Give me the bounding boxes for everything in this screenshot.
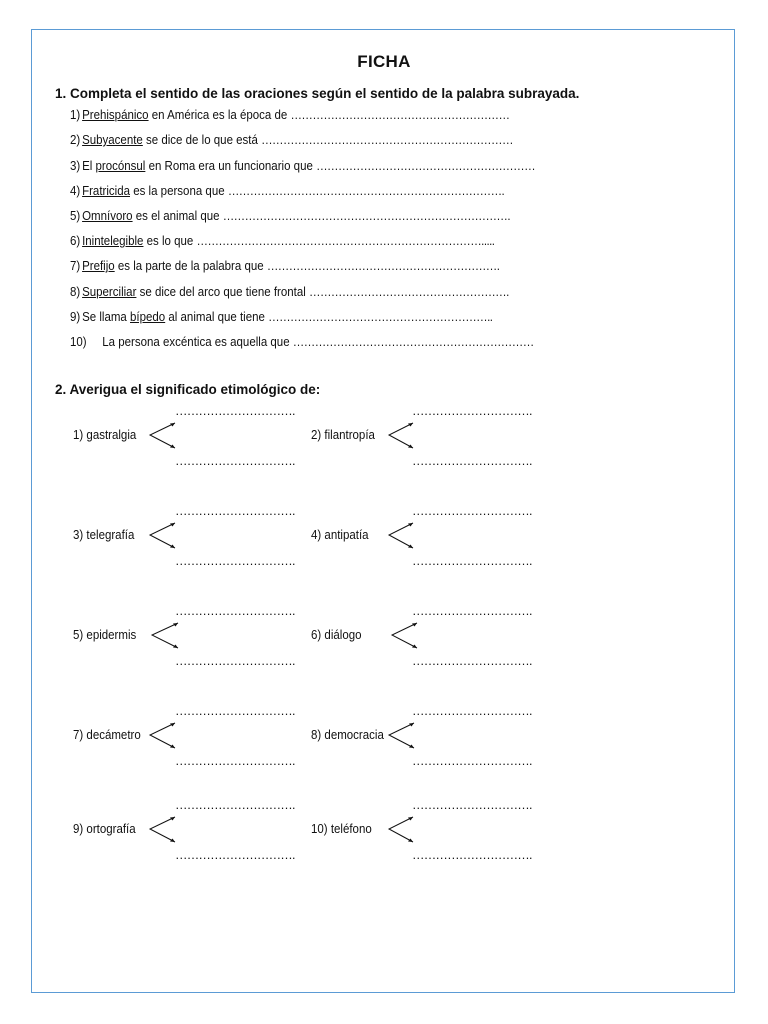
etymology-blank-bottom[interactable]: …………………………. (412, 454, 532, 468)
etymology-blank-top[interactable]: …………………………. (175, 604, 295, 618)
page-title: FICHA (357, 52, 411, 71)
underlined-word: Omnívoro (82, 209, 133, 223)
sentence-text: se dice de lo que está (142, 133, 262, 147)
underlined-word: bípedo (130, 310, 166, 324)
etymology-word: 8) democracia (311, 728, 384, 742)
etymology-blank-top[interactable]: …………………………. (412, 604, 532, 618)
etymology-word: 6) diálogo (311, 628, 362, 642)
sentence-text: es la parte de la palabra que (114, 259, 267, 273)
item-number: 5) (70, 209, 81, 223)
etymology-blank-bottom[interactable]: …………………………. (412, 554, 532, 568)
sentence-text: al animal que tiene (165, 310, 269, 324)
underlined-word: Superciliar (82, 285, 137, 299)
sentence-item (70, 310, 492, 324)
etymology-blank-top[interactable]: …………………………. (412, 504, 532, 518)
sentence-item (70, 285, 509, 299)
etymology-word: 2) filantropía (311, 428, 375, 442)
sentence-item (70, 209, 510, 223)
etymology-blank-top[interactable]: …………………………. (175, 704, 295, 718)
etymology-blank-bottom[interactable]: …………………………. (412, 754, 532, 768)
sentence-item (70, 234, 494, 248)
answer-blank[interactable]: …………………………………………………………………. (227, 184, 505, 198)
section1-heading: 1. Completa el sentido de las oraciones según el sentido de la palabra subrayada. (55, 86, 580, 101)
sentence-item (70, 159, 535, 173)
etymology-word: 9) ortografía (73, 822, 136, 836)
underlined-word: Prefijo (82, 259, 115, 273)
sentence-item (70, 335, 534, 349)
etymology-blank-bottom[interactable]: …………………………. (412, 654, 532, 668)
etymology-word: 5) epidermis (73, 628, 137, 642)
item-number: 3) (70, 159, 81, 173)
answer-blank[interactable]: ………………………………………………. (309, 285, 509, 299)
answer-blank[interactable]: …………………………………………………… (316, 159, 536, 173)
answer-blank[interactable]: …………………………………………………….. (268, 310, 493, 324)
sentence-text: es el animal que (132, 209, 223, 223)
sentence-item (70, 259, 499, 273)
etymology-word: 4) antipatía (311, 528, 369, 542)
etymology-blank-bottom[interactable]: …………………………. (175, 754, 295, 768)
sentence-prefix: El (82, 159, 96, 173)
sentence-item (70, 133, 513, 147)
answer-blank[interactable]: …………………………………………………… (290, 108, 510, 122)
section2-heading: 2. Averigua el significado etimológico de: (55, 382, 321, 397)
sentence-text: en América es la época de (148, 108, 291, 122)
answer-blank[interactable]: ………………………………………………………. (266, 259, 500, 273)
underlined-word: Inintelegible (82, 234, 144, 248)
etymology-blank-bottom[interactable]: …………………………. (175, 848, 295, 862)
underlined-word: Subyacente (82, 133, 143, 147)
answer-blank[interactable]: …………………………………………………………… (261, 133, 513, 147)
answer-blank[interactable]: ………………………………………………………… (292, 335, 534, 349)
etymology-blank-bottom[interactable]: …………………………. (412, 848, 532, 862)
etymology-word: 10) teléfono (311, 822, 372, 836)
etymology-blank-top[interactable]: …………………………. (412, 798, 532, 812)
item-number: 1) (70, 108, 81, 122)
etymology-blank-top[interactable]: …………………………. (175, 798, 295, 812)
etymology-word: 3) telegrafía (73, 528, 135, 542)
item-number: 9) (70, 310, 81, 324)
item-number: 8) (70, 285, 81, 299)
answer-blank[interactable]: ……………………………………………………………………..... (196, 234, 495, 248)
etymology-word: 7) decámetro (73, 728, 141, 742)
sentence-text: es la persona que (130, 184, 228, 198)
sentence-text: en Roma era un funcionario que (145, 159, 317, 173)
underlined-word: Fratricida (82, 184, 131, 198)
etymology-blank-top[interactable]: …………………………. (175, 404, 295, 418)
sentence-prefix: La persona excéntica es aquella que (102, 335, 293, 349)
sentence-prefix: Se llama (82, 310, 131, 324)
sentence-item (70, 184, 504, 198)
sentence-text: es lo que (143, 234, 197, 248)
sentence-item (70, 108, 509, 122)
item-number: 10) (70, 335, 87, 349)
etymology-blank-top[interactable]: …………………………. (175, 504, 295, 518)
etymology-blank-top[interactable]: …………………………. (412, 704, 532, 718)
etymology-blank-top[interactable]: …………………………. (412, 404, 532, 418)
answer-blank[interactable]: ……………………………………………………………………. (222, 209, 511, 223)
etymology-word: 1) gastralgia (73, 428, 137, 442)
page-border (31, 29, 735, 993)
underlined-word: procónsul (95, 159, 146, 173)
etymology-blank-bottom[interactable]: …………………………. (175, 554, 295, 568)
item-number: 7) (70, 259, 81, 273)
etymology-blank-bottom[interactable]: …………………………. (175, 654, 295, 668)
underlined-word: Prehispánico (82, 108, 149, 122)
item-number: 6) (70, 234, 81, 248)
item-number: 4) (70, 184, 81, 198)
item-number: 2) (70, 133, 81, 147)
sentence-text: se dice del arco que tiene frontal (136, 285, 310, 299)
etymology-blank-bottom[interactable]: …………………………. (175, 454, 295, 468)
